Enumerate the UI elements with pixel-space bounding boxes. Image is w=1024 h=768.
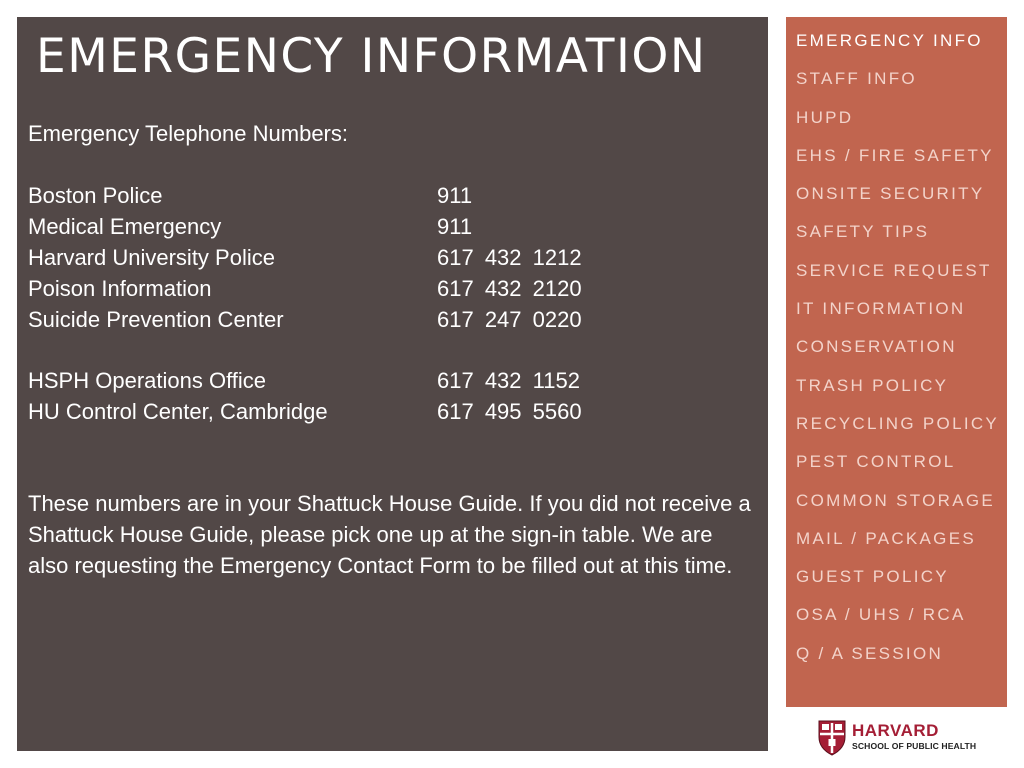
contact-label: Harvard University Police (28, 245, 275, 270)
nav-item-emergency-info[interactable]: EMERGENCY INFO (796, 31, 983, 50)
nav-item-recycling-policy[interactable]: RECYCLING POLICY (796, 413, 1000, 433)
nav-list (796, 31, 999, 682)
contact-label: HU Control Center, Cambridge (28, 399, 328, 424)
contact-label: Suicide Prevention Center (28, 307, 284, 332)
contact-number: 617 432 2120 (437, 276, 582, 301)
nav-item-hupd[interactable]: HUPD (796, 107, 854, 127)
guide-note: These numbers are in your Shattuck House Guide. If you did not receive a Shattuck House Guide, please pick one up at the sign-in table. We are also requesting the Emergency Contact Form to be filled out at this time. (28, 491, 751, 578)
nav-item-staff-info[interactable]: STAFF INFO (796, 69, 917, 89)
phone-numbers-table (28, 180, 582, 427)
spacer-cell (28, 335, 437, 365)
nav-item-pest-control[interactable]: PEST CONTROL (796, 452, 956, 472)
contact-number: 911 (437, 214, 473, 239)
page-title: EMERGENCY INFORMATION (36, 29, 707, 84)
main-panel (17, 17, 768, 751)
contact-label: Poison Information (28, 276, 212, 301)
nav-item-osa-uhs-rca[interactable]: OSA / UHS / RCA (796, 605, 966, 625)
contact-number: 617 432 1212 (437, 245, 582, 270)
sidebar-nav (786, 17, 1007, 707)
logo-name: HARVARD (852, 721, 939, 740)
nav-item-ehs-fire-safety[interactable]: EHS / FIRE SAFETY (796, 145, 994, 165)
nav-item-common-storage[interactable]: COMMON STORAGE (796, 490, 996, 510)
nav-item-conservation[interactable]: CONSERVATION (796, 337, 957, 357)
spacer-cell (437, 335, 582, 365)
table-row (28, 242, 582, 273)
table-row (28, 273, 582, 304)
contact-number: 911 (437, 183, 473, 208)
table-row (28, 180, 582, 211)
shield-icon (818, 720, 846, 756)
contact-label: HSPH Operations Office (28, 368, 267, 393)
contact-number: 617 432 1152 (437, 368, 580, 393)
contact-number: 617 247 0220 (437, 307, 582, 332)
table-row (28, 396, 582, 427)
nav-item-mail-packages[interactable]: MAIL / PACKAGES (796, 528, 976, 548)
logo-text (852, 722, 976, 752)
nav-item-it-information[interactable]: IT INFORMATION (796, 299, 966, 319)
table-spacer (28, 335, 582, 365)
nav-item-onsite-security[interactable]: ONSITE SECURITY (796, 184, 985, 204)
contact-label: Boston Police (28, 183, 163, 208)
contact-number: 617 495 5560 (437, 399, 582, 424)
nav-item-trash-policy[interactable]: TRASH POLICY (796, 375, 949, 395)
contact-label: Medical Emergency (28, 214, 222, 239)
nav-item-service-request[interactable]: SERVICE REQUEST (796, 260, 992, 280)
logo-subtitle: SCHOOL OF PUBLIC HEALTH (852, 741, 977, 751)
table-row (28, 211, 582, 242)
nav-item-guest-policy[interactable]: GUEST POLICY (796, 567, 949, 587)
section-heading: Emergency Telephone Numbers: (28, 121, 348, 146)
table-row (28, 365, 582, 396)
nav-item-safety-tips[interactable]: SAFETY TIPS (796, 222, 930, 242)
harvard-logo (818, 720, 1008, 760)
content-area (28, 118, 758, 581)
table-row (28, 304, 582, 335)
nav-item-qa-session[interactable]: Q / A SESSION (796, 643, 944, 663)
